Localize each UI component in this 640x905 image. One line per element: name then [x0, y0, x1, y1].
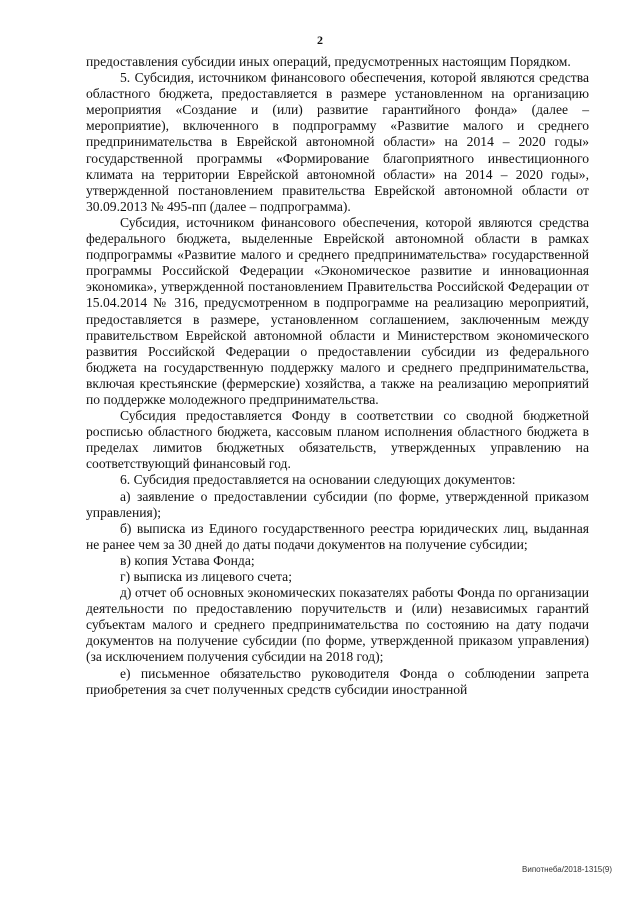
list-item-g: г) выписка из лицевого счета;: [120, 569, 292, 584]
paragraph-item-5: 5. Субсидия, источником финансового обеспечения, которой являются средства областного бюджета, предоставляется в размере установленном на организацию мероприятия «Создание и (или) развитие гарантийного фонда» (далее – мероприятие), включенного в подпрограмму «Развитие малого и среднего предпринимательства в Еврейской автономной области» на 2014 – 2020 годы» государственной программы «Формирование благоприятного инвестиционного климата на территории Еврейской автономной области» на 2014 – 2020 годы», утвержденной постановлением правительства Еврейской автономной области от 30.09.2013 № 495-пп (далее – подпрограмма).: [86, 70, 589, 214]
paragraph-subsidy-provision: Субсидия предоставляется Фонду в соответствии со сводной бюджетной росписью областного бюджета, кассовым планом исполнения областного бюджета в пределах лимитов бюджетных обязательств, утвержденных управлению на соответствующий финансовый год.: [86, 408, 589, 472]
document-body: [86, 54, 589, 698]
paragraph-item-6: 6. Субсидия предоставляется на основании следующих документов:: [120, 472, 516, 488]
list-item-a: а) заявление о предоставлении субсидии (по форме, утвержденной приказом управления);: [86, 488, 589, 520]
paragraph-federal-subsidy: Субсидия, источником финансового обеспечения, которой являются средства федерального бюджета, выделенные Еврейской автономной области в рамках подпрограммы «Развитие малого и среднего предпринимательства» государственной программы Российской Федерации «Экономическое развитие и инновационная экономика», утвержденной постановлением Правительства Российской Федерации от 15.04.2014 № 316, предусмотренном в подпрограмме на реализацию мероприятий, предоставляется в размере, установленном соглашением, заключенным между правительством Еврейской автономной области и Министерством экономического развития Российской Федерации о предоставлении субсидии из федерального бюджета на государственную поддержку малого и среднего предпринимательства, включая крестьянские (фермерские) хозяйства, а также на реализацию мероприятий по поддержке молодежного предпринимательства.: [86, 214, 589, 407]
list-item-b: б) выписка из Единого государственного реестра юридических лиц, выданная не ранее чем за 30 дней до даты подачи документов на получение субсидии;: [86, 520, 589, 552]
list-item-v: в) копия Устава Фонда;: [120, 552, 255, 568]
paragraph-continuation: предоставления субсидии иных операций, предусмотренных настоящим Порядком.: [86, 54, 571, 69]
page-number: 2: [317, 33, 323, 47]
list-item-e: е) письменное обязательство руководителя Фонда о соблюдении запрета приобретения за счет полученных средств субсидии иностранной: [86, 665, 589, 697]
list-item-d: д) отчет об основных экономических показателях работы Фонда по организации деятельности по предоставлению поручительств и (или) независимых гарантий субъектам малого и среднего предпринимательства по состоянию на дату подачи документов на получение субсидии (по форме, утвержденной приказом управления) (за исключением получения субсидии на 2018 год);: [86, 585, 589, 665]
document-footer-code: Випотнеба/2018-1315(9): [522, 865, 612, 874]
